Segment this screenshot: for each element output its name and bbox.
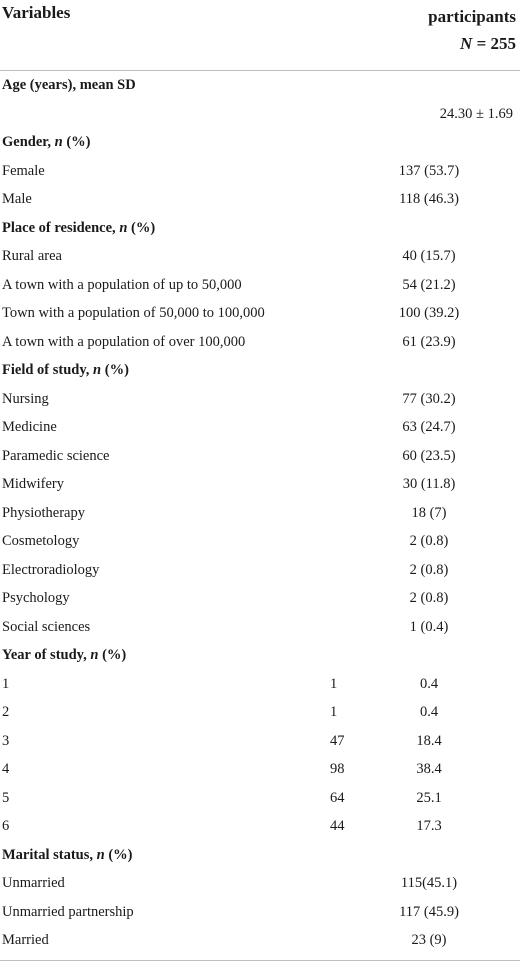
row-count: 44	[330, 818, 345, 834]
row-value: 25.1	[416, 789, 442, 806]
table-row	[0, 271, 520, 300]
row-label: Nursing	[2, 390, 49, 407]
row-value: 2 (0.8)	[409, 561, 449, 578]
table-row	[0, 470, 520, 499]
row-label: Medicine	[2, 419, 57, 435]
row-value: 30 (11.8)	[402, 476, 456, 492]
header-variables: Variables	[2, 3, 71, 22]
section-n-symbol: n	[119, 219, 128, 236]
row-value: 77 (30.2)	[402, 390, 456, 407]
row-value: 40 (15.7)	[402, 248, 456, 264]
table-row	[0, 898, 520, 927]
table-row	[0, 185, 520, 214]
table-row	[0, 442, 520, 471]
section-header-row	[0, 71, 520, 100]
row-value: 118 (46.3)	[399, 191, 459, 207]
section-n-symbol: n	[90, 647, 99, 663]
table-header	[0, 0, 520, 71]
row-label: Social sciences	[2, 618, 91, 635]
row-label: A town with a population of up to 50,000	[2, 276, 242, 293]
header-n-value: = 255	[472, 34, 516, 53]
row-label: Town with a population of 50,000 to 100,000	[2, 305, 265, 321]
row-count: 47	[330, 732, 345, 749]
section-label	[2, 356, 129, 385]
table-row	[0, 755, 520, 784]
row-value: 23 (9)	[411, 932, 447, 948]
row-count: 98	[330, 761, 345, 777]
section-label	[2, 128, 91, 157]
section-label-text: Gender,	[2, 134, 55, 150]
row-value: 137 (53.7)	[398, 162, 460, 179]
table-row	[0, 670, 520, 699]
section-n-symbol: n	[54, 134, 63, 150]
row-label: Rural area	[2, 248, 62, 264]
row-label: 6	[2, 818, 10, 834]
row-value: 0.4	[419, 675, 439, 692]
row-value: 100 (39.2)	[398, 305, 460, 321]
row-value: 2 (0.8)	[409, 533, 449, 549]
table-row	[0, 527, 520, 556]
section-suffix: (%)	[98, 647, 127, 663]
row-value: 1 (0.4)	[409, 618, 449, 635]
section-header-row	[0, 641, 520, 670]
row-label: 3	[2, 732, 10, 749]
row-label: Unmarried	[2, 875, 65, 891]
row-label: Unmarried partnership	[2, 903, 134, 920]
table-row	[0, 100, 520, 129]
row-value: 2 (0.8)	[409, 590, 449, 606]
row-value: 115(45.1)	[400, 875, 458, 891]
header-n-total	[428, 30, 516, 57]
section-label-text: Year of study,	[2, 647, 91, 663]
table-row	[0, 328, 520, 357]
section-n-symbol: n	[93, 362, 102, 378]
row-label: 4	[2, 761, 10, 777]
section-label-text: Field of study,	[2, 362, 94, 378]
table-row	[0, 157, 520, 186]
section-suffix: (%)	[127, 219, 156, 236]
table-row	[0, 698, 520, 727]
table-row	[0, 613, 520, 642]
table-row	[0, 499, 520, 528]
row-label: Married	[2, 932, 49, 948]
row-label: Paramedic science	[2, 447, 110, 464]
section-label-text: Place of residence,	[2, 219, 120, 236]
table-row	[0, 242, 520, 271]
row-label: Female	[2, 162, 45, 179]
section-header-row	[0, 841, 520, 870]
table-row	[0, 727, 520, 756]
row-label: Psychology	[2, 590, 70, 606]
row-value: 117 (45.9)	[399, 903, 459, 920]
section-header-row	[0, 128, 520, 157]
row-label: Physiotherapy	[2, 504, 85, 521]
row-count: 64	[330, 789, 345, 806]
row-label: 5	[2, 789, 10, 806]
header-participants-label: participants	[428, 7, 516, 26]
table-row	[0, 869, 520, 898]
table-row	[0, 385, 520, 414]
table-row	[0, 413, 520, 442]
table-row	[0, 584, 520, 613]
table-bottom-rule	[0, 960, 520, 961]
section-label-text: Marital status,	[2, 846, 97, 863]
row-value: 24.30 ± 1.69	[439, 105, 513, 122]
row-value: 60 (23.5)	[402, 447, 456, 464]
section-label	[2, 841, 133, 870]
row-value: 0.4	[419, 704, 439, 720]
table-row	[0, 299, 520, 328]
table-row	[0, 926, 520, 955]
row-value: 61 (23.9)	[402, 333, 456, 350]
row-value: 63 (24.7)	[402, 419, 456, 435]
table-body	[0, 71, 520, 955]
row-count: 1	[330, 704, 338, 720]
header-n-symbol: N	[460, 34, 473, 53]
row-value: 18 (7)	[411, 504, 447, 521]
section-suffix: (%)	[62, 134, 91, 150]
section-header-row	[0, 356, 520, 385]
row-label: 1	[2, 675, 10, 692]
section-suffix: (%)	[104, 846, 133, 863]
table-row	[0, 784, 520, 813]
row-label: Male	[2, 191, 32, 207]
row-label: Electroradiology	[2, 561, 100, 578]
section-label: Age (years), mean SD	[2, 77, 136, 93]
row-label: Midwifery	[2, 476, 65, 492]
table-row	[0, 556, 520, 585]
row-count: 1	[330, 675, 338, 692]
section-label	[2, 214, 155, 243]
row-label: Cosmetology	[2, 533, 80, 549]
row-value: 38.4	[416, 761, 442, 777]
section-suffix: (%)	[101, 362, 129, 378]
section-label	[2, 641, 126, 670]
row-value: 17.3	[416, 818, 442, 834]
table-row	[0, 812, 520, 841]
row-value: 18.4	[416, 732, 442, 749]
row-label: 2	[2, 704, 10, 720]
section-header-row	[0, 214, 520, 243]
section-n-symbol: n	[96, 846, 105, 863]
row-label: A town with a population of over 100,000	[2, 333, 246, 350]
row-value: 54 (21.2)	[402, 276, 456, 293]
header-participants	[428, 3, 516, 57]
